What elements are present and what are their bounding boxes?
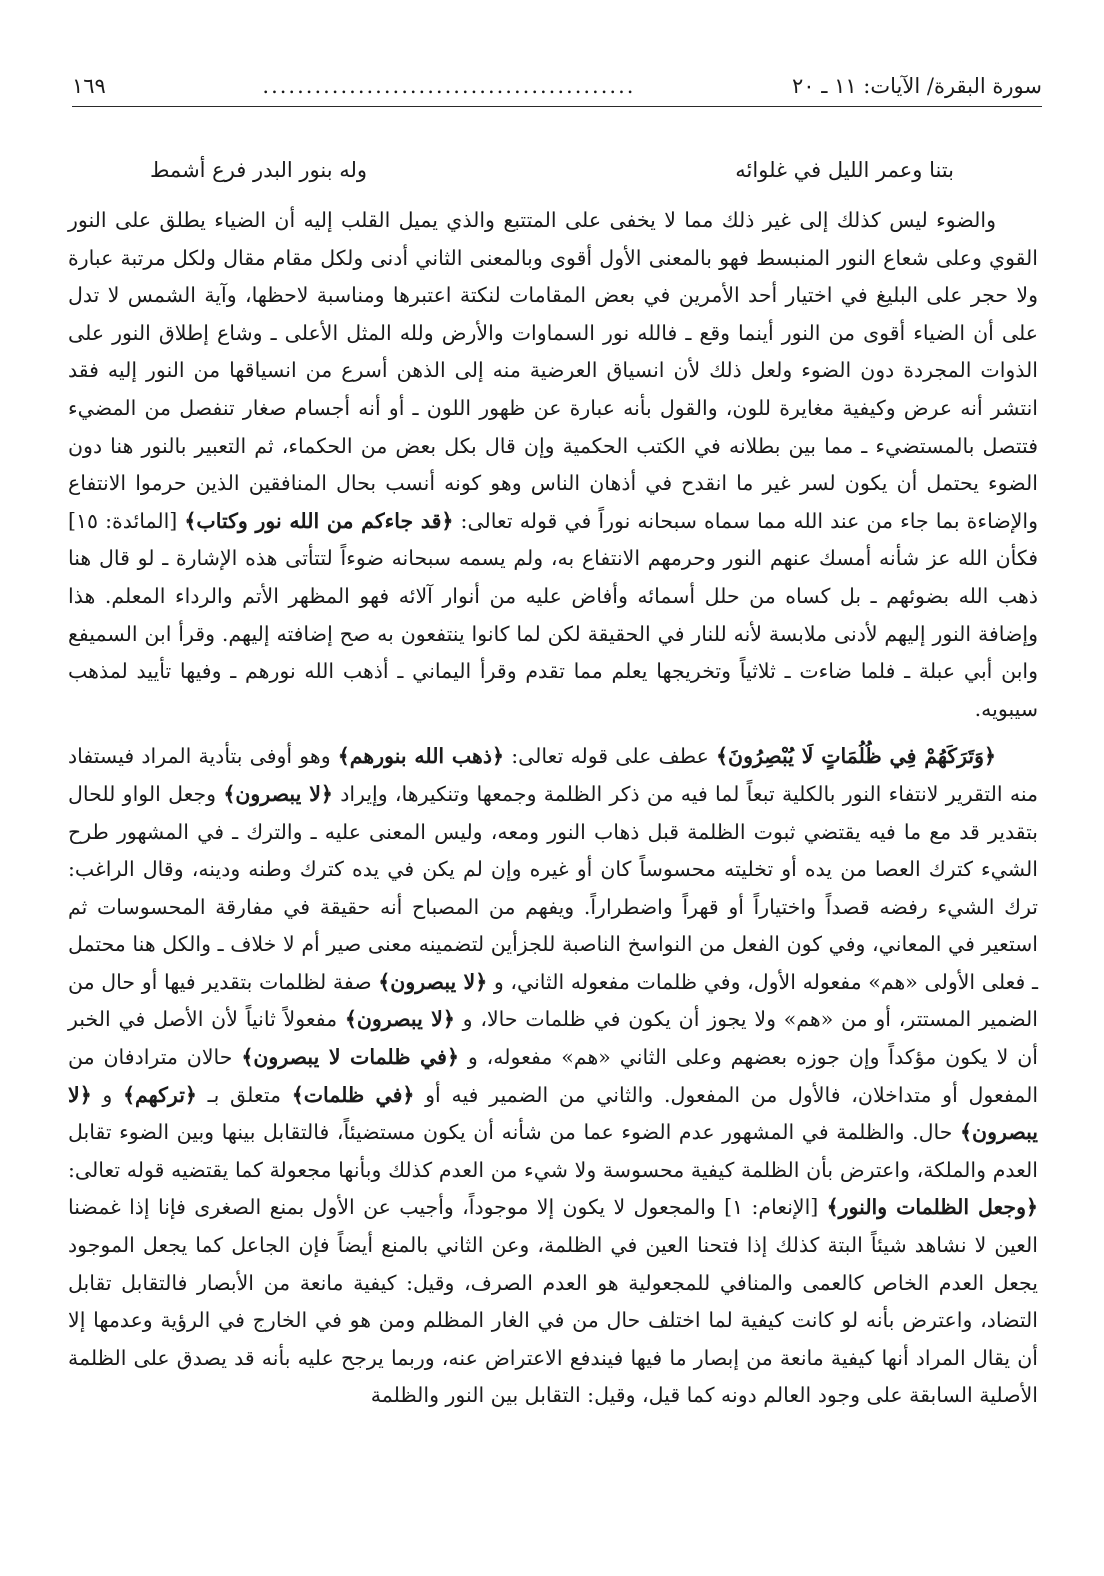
text-segment: حالان مترادفان من المفعول أو متداخلان، فالأول من المفعول. والثاني من الضمير فيه أو: [68, 1045, 1039, 1107]
body-text: [68, 202, 1038, 1415]
quran-quote: ﴿لا يبصرون﴾: [68, 1082, 1038, 1145]
quran-quote: ﴿في ظلمات لا يبصرون﴾: [241, 1045, 459, 1070]
text-segment: وجعل الواو للحال بتقدير قد مع ما فيه يقتضي ثبوت الظلمة قبل ذهاب النور ومعه، وليس المعنى عليه ـ والترك ـ في المشهور طرح الشيء كترك العصا من يده أو تخليته محسوساً كان أو غيره وإن لم يكن في يده كترك وطنه ودينه، وقال الراغب: ترك الشيء رفضه قصداً واختياراً أو قهراً واضطراراً. ويفهم من المصباح أنه حقيقة في مفارقة المحسوسات ثم استعير في المعاني، وفي كون الفعل من النواسخ الناصبة للجزأين لتضمينه معنى صير أم لا خلاف ـ والكل هنا محتمل ـ فعلى الأولى «هم» مفعوله الأول، وفي ظلمات مفعوله الثاني، و: [68, 781, 1038, 994]
quran-quote: ﴿لا يبصرون﴾: [378, 969, 488, 994]
paragraph: [68, 738, 1038, 1415]
paragraph: [68, 202, 1038, 728]
header-dot-leader: ...........................................: [262, 74, 636, 98]
text-segment: وهو أوفى بتأدية المراد فيستفاد منه التقرير لانتفاء النور بالكلية تبعاً لما فيه من ذكر الظلمة وجمعها وتنكيرها، وإيراد: [68, 744, 1038, 806]
quran-quote: ﴿لا يبصرون﴾: [223, 781, 333, 806]
text-segment: و: [91, 1082, 124, 1107]
text-segment: صفة لظلمات بتقدير فيها أو حال من الضمير المستتر، أو من «هم» ولا يجوز أن يكون في ظلمات حالا، و: [68, 969, 1038, 1032]
poetry-verse: [150, 150, 954, 190]
quran-quote: ﴿وَتَرَكَهُمْ فِي ظُلُمَاتٍ لَا يُبْصِرُونَ﴾: [716, 744, 996, 769]
verse-first-hemistich: بتنا وعمر الليل في غلوائه: [735, 158, 954, 182]
quran-quote: ﴿وجعل الظلمات والنور﴾: [826, 1195, 1038, 1220]
text-segment: عطف على قوله تعالى:: [504, 744, 716, 769]
text-segment: متعلق بـ: [196, 1082, 292, 1107]
verse-second-hemistich: وله بنور البدر فرع أشمط: [150, 158, 368, 182]
quran-quote: ﴿في ظلمات﴾: [291, 1082, 415, 1107]
text-segment: [الإنعام: ١] والمجعول لا يكون إلا موجوداً، وأجيب عن الأول بمنع الصغرى فإنا إذا غمضنا العين لا نشاهد شيئاً البتة كذلك إذا فتحنا العين في الظلمة، وعن الثاني بالمنع أيضاً فإن الجاعل كما يجعل الموجود يجعل العدم الخاص كالعمى والمنافي للمجعولية هو العدم الصرف، وقيل: كيفية مانعة من الأبصار فالتقابل تقابل التضاد، واعترض بأنه لو كانت كيفية لما اختلف حال من في الغار المظلم ومن هو في الخارج في الرؤية وعدمها إلا أن يقال المراد أنها كيفية مانعة من إبصار ما فيها فيندفع الاعتراض عنه، وربما يرجح عليه بأنه قد يصدق على الظلمة الأصلية السابقة على وجود العالم دونه كما قيل، وقيل: التقابل بين النور والظلمة: [68, 1195, 1038, 1408]
quran-quote: ﴿تركهم﴾: [123, 1082, 197, 1107]
running-header: [72, 66, 1042, 107]
text-segment: والضوء ليس كذلك إلى غير ذلك مما لا يخفى على المتتبع والذي يميل القلب إليه أن الضياء يطلق على النور القوي وعلى شعاع النور المنبسط فهو بالمعنى الأول أقوى وبالمعنى الثاني أدنى ولكل مقام مقال ولكل مرتبة عبارة ولا حجر على البليغ في اختيار أحد الأمرين في بعض المقامات لنكتة اعتبرها ومناسبة لاحظها، وآية الشمس لا تدل على أن الضياء أقوى من النور أينما وقع ـ فالله نور السماوات والأرض ولله المثل الأعلى ـ وشاع إطلاق النور على الذوات المجردة دون الضوء ولعل ذلك لأن انسياق العرضية منه إلى الذهن أسرع من انسياقها من النور إليه فقد انتشر أنه عرض وكيفية مغايرة للون، والقول بأنه عبارة عن ظهور اللون ـ أو أنه أجسام صغار تنفصل من المضيء فتتصل بالمستضيء ـ مما بين بطلانه في الكتب الحكمية وإن قال بكل بعض من الحكماء، ثم التعبير بالنور هنا دون الضوء يحتمل أن يكون لسر غير ما انقدح في أذهان الناس وهو كونه أنسب بحال المنافقين الذين حرموا الانتفاع والإضاءة بما جاء من عند الله مما سماه سبحانه نوراً في قوله تعالى:: [68, 208, 1039, 533]
quran-quote: ﴿لا يبصرون﴾: [344, 1007, 455, 1032]
text-segment: حال. والظلمة في المشهور عدم الضوء عما من شأنه أن يكون مستضيئاً، فالتقابل بينها وبين الضوء تقابل العدم والملكة، واعترض بأن الظلمة كيفية محسوسة ولا شيء من العدم كذلك وبأنها مجعولة كما يقتضيه قوله تعالى:: [68, 1120, 1038, 1182]
text-segment: مفعولاً ثانياً لأن الأصل في الخبر أن لا يكون مؤكداً وإن جوزه بعضهم وعلى الثاني «هم» مفعوله، و: [68, 1007, 1038, 1070]
page-number: ١٦٩: [72, 74, 106, 98]
text-segment: [المائدة: ١٥] فكأن الله عز شأنه أمسك عنهم النور وحرمهم الانتفاع به، ولم يسمه سبحانه ضوءاً لتتأتى هذه الإشارة ـ لو قال هنا ذهب الله بضوئهم ـ بل كساه من حلل أسمائه وأفاض عليه من أنوار آلائه فهو المظهر الأتم والرداء المعلم. هذا وإضافة النور إليهم لأدنى ملابسة لأنه للنار في الحقيقة لكن لما كانوا ينتفعون به صح إضافته إليهم. وقرأ ابن السميفع وابن أبي عبلة ـ فلما ضاءت ـ ثلاثياً وتخريجها يعلم مما تقدم وقرأ اليماني ـ أذهب الله نورهم ـ وفيها تأييد لمذهب سيبويه.: [68, 508, 1038, 721]
quran-quote: ﴿قد جاءكم من الله نور وكتاب﴾: [184, 508, 454, 533]
quran-quote: ﴿ذهب الله بنورهم﴾: [337, 744, 505, 769]
surah-title: سورة البقرة/ الآيات: ١١ ـ ٢٠: [791, 74, 1042, 98]
